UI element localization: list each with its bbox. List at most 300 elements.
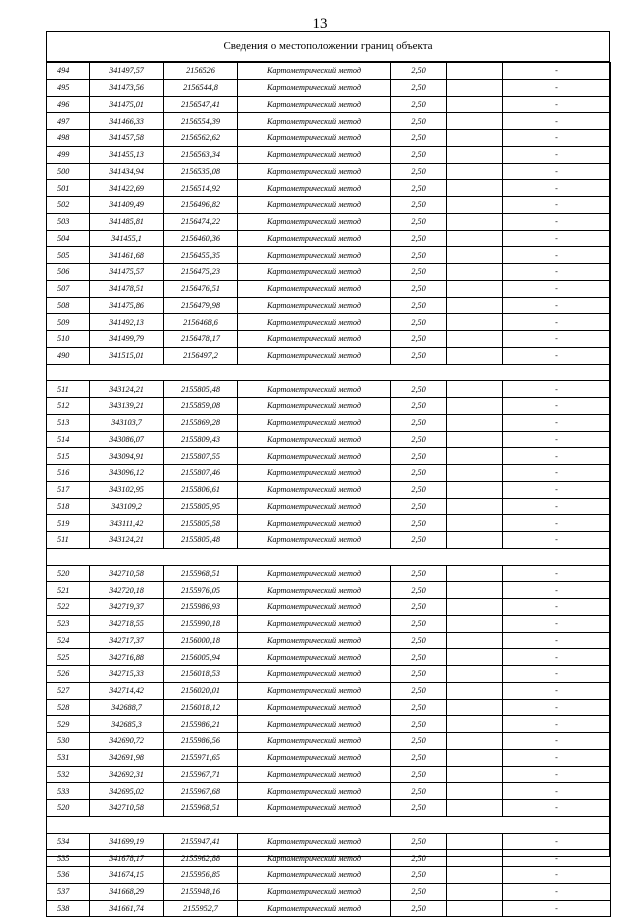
description-cell [447, 431, 503, 448]
precision-cell: 2,50 [391, 766, 447, 783]
point-number-cell: 497 [47, 113, 90, 130]
method-cell: Картометрический метод [238, 213, 391, 230]
point-number-cell: 519 [47, 515, 90, 532]
x-coordinate-cell: 342710,58 [90, 565, 164, 582]
placeholder-dash-cell: - [503, 431, 611, 448]
description-cell [447, 850, 503, 867]
y-coordinate-cell: 2156562,62 [164, 130, 238, 147]
group-separator-cell [47, 548, 611, 565]
x-coordinate-cell: 342716,88 [90, 649, 164, 666]
table-row [47, 498, 611, 515]
x-coordinate-cell: 341497,57 [90, 63, 164, 80]
table-row [47, 280, 611, 297]
point-number-cell: 531 [47, 749, 90, 766]
point-number-cell: 508 [47, 297, 90, 314]
precision-cell: 2,50 [391, 213, 447, 230]
precision-cell: 2,50 [391, 699, 447, 716]
y-coordinate-cell: 2155806,61 [164, 481, 238, 498]
placeholder-dash-cell: - [503, 180, 611, 197]
placeholder-dash-cell: - [503, 113, 611, 130]
precision-cell: 2,50 [391, 582, 447, 599]
y-coordinate-cell: 2156020,01 [164, 682, 238, 699]
y-coordinate-cell: 2156455,35 [164, 247, 238, 264]
group-separator-row [47, 816, 611, 833]
group-separator-row [47, 364, 611, 381]
description-cell [447, 381, 503, 398]
method-cell: Картометрический метод [238, 515, 391, 532]
y-coordinate-cell: 2156468,6 [164, 314, 238, 331]
point-number-cell: 516 [47, 465, 90, 482]
x-coordinate-cell: 342710,58 [90, 800, 164, 817]
x-coordinate-cell: 341455,13 [90, 146, 164, 163]
description-cell [447, 130, 503, 147]
description-cell [447, 699, 503, 716]
placeholder-dash-cell: - [503, 79, 611, 96]
precision-cell: 2,50 [391, 800, 447, 817]
method-cell: Картометрический метод [238, 79, 391, 96]
description-cell [447, 565, 503, 582]
point-number-cell: 522 [47, 599, 90, 616]
placeholder-dash-cell: - [503, 666, 611, 683]
method-cell: Картометрический метод [238, 565, 391, 582]
precision-cell: 2,50 [391, 867, 447, 884]
description-cell [447, 582, 503, 599]
description-cell [447, 297, 503, 314]
precision-cell: 2,50 [391, 515, 447, 532]
x-coordinate-cell: 341661,74 [90, 900, 164, 917]
x-coordinate-cell: 343109,2 [90, 498, 164, 515]
method-cell: Картометрический метод [238, 63, 391, 80]
placeholder-dash-cell: - [503, 314, 611, 331]
point-number-cell: 524 [47, 632, 90, 649]
table-row [47, 649, 611, 666]
method-cell: Картометрический метод [238, 783, 391, 800]
y-coordinate-cell: 2155968,51 [164, 800, 238, 817]
table-row [47, 398, 611, 415]
placeholder-dash-cell: - [503, 682, 611, 699]
y-coordinate-cell: 2155986,21 [164, 716, 238, 733]
description-cell [447, 448, 503, 465]
precision-cell: 2,50 [391, 63, 447, 80]
method-cell: Картометрический метод [238, 833, 391, 850]
group-separator-cell [47, 816, 611, 833]
table-row [47, 615, 611, 632]
method-cell: Картометрический метод [238, 247, 391, 264]
point-number-cell: 509 [47, 314, 90, 331]
precision-cell: 2,50 [391, 716, 447, 733]
table-row [47, 883, 611, 900]
y-coordinate-cell: 2155971,65 [164, 749, 238, 766]
method-cell: Картометрический метод [238, 582, 391, 599]
x-coordinate-cell: 341485,81 [90, 213, 164, 230]
table-row [47, 833, 611, 850]
placeholder-dash-cell: - [503, 347, 611, 364]
description-cell [447, 766, 503, 783]
precision-cell: 2,50 [391, 398, 447, 415]
description-cell [447, 163, 503, 180]
precision-cell: 2,50 [391, 599, 447, 616]
precision-cell: 2,50 [391, 146, 447, 163]
table-row [47, 331, 611, 348]
placeholder-dash-cell: - [503, 699, 611, 716]
y-coordinate-cell: 2155805,95 [164, 498, 238, 515]
precision-cell: 2,50 [391, 314, 447, 331]
description-cell [447, 666, 503, 683]
placeholder-dash-cell: - [503, 498, 611, 515]
x-coordinate-cell: 341434,94 [90, 163, 164, 180]
point-number-cell: 537 [47, 883, 90, 900]
y-coordinate-cell: 2156496,82 [164, 197, 238, 214]
placeholder-dash-cell: - [503, 331, 611, 348]
table-row [47, 130, 611, 147]
y-coordinate-cell: 2156478,17 [164, 331, 238, 348]
point-number-cell: 496 [47, 96, 90, 113]
point-number-cell: 510 [47, 331, 90, 348]
x-coordinate-cell: 341475,86 [90, 297, 164, 314]
y-coordinate-cell: 2155986,56 [164, 733, 238, 750]
placeholder-dash-cell: - [503, 615, 611, 632]
table-row [47, 599, 611, 616]
x-coordinate-cell: 341409,49 [90, 197, 164, 214]
precision-cell: 2,50 [391, 247, 447, 264]
method-cell: Картометрический метод [238, 130, 391, 147]
point-number-cell: 515 [47, 448, 90, 465]
x-coordinate-cell: 342719,37 [90, 599, 164, 616]
table-row [47, 565, 611, 582]
precision-cell: 2,50 [391, 498, 447, 515]
x-coordinate-cell: 341492,13 [90, 314, 164, 331]
placeholder-dash-cell: - [503, 749, 611, 766]
point-number-cell: 502 [47, 197, 90, 214]
y-coordinate-cell: 2156563,34 [164, 146, 238, 163]
point-number-cell: 529 [47, 716, 90, 733]
method-cell: Картометрический метод [238, 280, 391, 297]
point-number-cell: 512 [47, 398, 90, 415]
method-cell: Картометрический метод [238, 230, 391, 247]
description-cell [447, 599, 503, 616]
x-coordinate-cell: 343086,07 [90, 431, 164, 448]
x-coordinate-cell: 341515,01 [90, 347, 164, 364]
x-coordinate-cell: 341499,79 [90, 331, 164, 348]
y-coordinate-cell: 2156000,18 [164, 632, 238, 649]
table-row [47, 850, 611, 867]
placeholder-dash-cell: - [503, 247, 611, 264]
y-coordinate-cell: 2155976,05 [164, 582, 238, 599]
placeholder-dash-cell: - [503, 515, 611, 532]
y-coordinate-cell: 2156475,23 [164, 264, 238, 281]
table-row [47, 783, 611, 800]
x-coordinate-cell: 341457,58 [90, 130, 164, 147]
table-row [47, 800, 611, 817]
method-cell: Картометрический метод [238, 666, 391, 683]
precision-cell: 2,50 [391, 163, 447, 180]
description-cell [447, 498, 503, 515]
y-coordinate-cell: 2155805,48 [164, 532, 238, 549]
method-cell: Картометрический метод [238, 163, 391, 180]
point-number-cell: 513 [47, 414, 90, 431]
method-cell: Картометрический метод [238, 716, 391, 733]
method-cell: Картометрический метод [238, 883, 391, 900]
placeholder-dash-cell: - [503, 481, 611, 498]
x-coordinate-cell: 341461,68 [90, 247, 164, 264]
table-row [47, 465, 611, 482]
precision-cell: 2,50 [391, 331, 447, 348]
table-title: Сведения о местоположении границ объекта [46, 31, 610, 62]
method-cell: Картометрический метод [238, 398, 391, 415]
x-coordinate-cell: 341466,33 [90, 113, 164, 130]
x-coordinate-cell: 343096,12 [90, 465, 164, 482]
point-number-cell: 500 [47, 163, 90, 180]
y-coordinate-cell: 2156514,92 [164, 180, 238, 197]
page-number: 13 [312, 16, 328, 32]
precision-cell: 2,50 [391, 79, 447, 96]
precision-cell: 2,50 [391, 615, 447, 632]
method-cell: Картометрический метод [238, 347, 391, 364]
point-number-cell: 525 [47, 649, 90, 666]
method-cell: Картометрический метод [238, 699, 391, 716]
point-number-cell: 523 [47, 615, 90, 632]
description-cell [447, 833, 503, 850]
placeholder-dash-cell: - [503, 649, 611, 666]
precision-cell: 2,50 [391, 448, 447, 465]
precision-cell: 2,50 [391, 850, 447, 867]
precision-cell: 2,50 [391, 883, 447, 900]
placeholder-dash-cell: - [503, 465, 611, 482]
description-cell [447, 783, 503, 800]
point-number-cell: 495 [47, 79, 90, 96]
point-number-cell: 498 [47, 130, 90, 147]
x-coordinate-cell: 341699,19 [90, 833, 164, 850]
description-cell [447, 197, 503, 214]
x-coordinate-cell: 342688,7 [90, 699, 164, 716]
placeholder-dash-cell: - [503, 716, 611, 733]
y-coordinate-cell: 2156479,98 [164, 297, 238, 314]
x-coordinate-cell: 342718,55 [90, 615, 164, 632]
precision-cell: 2,50 [391, 130, 447, 147]
table-row [47, 481, 611, 498]
y-coordinate-cell: 2155962,88 [164, 850, 238, 867]
placeholder-dash-cell: - [503, 582, 611, 599]
precision-cell: 2,50 [391, 783, 447, 800]
placeholder-dash-cell: - [503, 599, 611, 616]
y-coordinate-cell: 2155948,16 [164, 883, 238, 900]
precision-cell: 2,50 [391, 431, 447, 448]
x-coordinate-cell: 341475,01 [90, 96, 164, 113]
method-cell: Картометрический метод [238, 146, 391, 163]
method-cell: Картометрический метод [238, 867, 391, 884]
precision-cell: 2,50 [391, 666, 447, 683]
placeholder-dash-cell: - [503, 532, 611, 549]
method-cell: Картометрический метод [238, 498, 391, 515]
precision-cell: 2,50 [391, 465, 447, 482]
description-cell [447, 63, 503, 80]
method-cell: Картометрический метод [238, 180, 391, 197]
table-row [47, 347, 611, 364]
precision-cell: 2,50 [391, 280, 447, 297]
table-row [47, 297, 611, 314]
x-coordinate-cell: 342720,18 [90, 582, 164, 599]
precision-cell: 2,50 [391, 649, 447, 666]
method-cell: Картометрический метод [238, 733, 391, 750]
precision-cell: 2,50 [391, 900, 447, 917]
description-cell [447, 331, 503, 348]
point-number-cell: 526 [47, 666, 90, 683]
point-number-cell: 490 [47, 347, 90, 364]
description-cell [447, 615, 503, 632]
point-number-cell: 503 [47, 213, 90, 230]
description-cell [447, 515, 503, 532]
table-row [47, 431, 611, 448]
placeholder-dash-cell: - [503, 833, 611, 850]
point-number-cell: 506 [47, 264, 90, 281]
table-row [47, 682, 611, 699]
description-cell [447, 867, 503, 884]
description-cell [447, 213, 503, 230]
method-cell: Картометрический метод [238, 465, 391, 482]
placeholder-dash-cell: - [503, 213, 611, 230]
description-cell [447, 649, 503, 666]
y-coordinate-cell: 2155967,71 [164, 766, 238, 783]
placeholder-dash-cell: - [503, 146, 611, 163]
table-row [47, 532, 611, 549]
y-coordinate-cell: 2155859,08 [164, 398, 238, 415]
y-coordinate-cell: 2155968,51 [164, 565, 238, 582]
method-cell: Картометрический метод [238, 414, 391, 431]
x-coordinate-cell: 342717,37 [90, 632, 164, 649]
point-number-cell: 532 [47, 766, 90, 783]
table-row [47, 264, 611, 281]
x-coordinate-cell: 342715,33 [90, 666, 164, 683]
point-number-cell: 530 [47, 733, 90, 750]
point-number-cell: 528 [47, 699, 90, 716]
y-coordinate-cell: 2155947,41 [164, 833, 238, 850]
precision-cell: 2,50 [391, 180, 447, 197]
x-coordinate-cell: 341668,29 [90, 883, 164, 900]
description-cell [447, 481, 503, 498]
y-coordinate-cell: 2155805,58 [164, 515, 238, 532]
point-number-cell: 538 [47, 900, 90, 917]
method-cell: Картометрический метод [238, 800, 391, 817]
description-cell [447, 347, 503, 364]
x-coordinate-cell: 341674,15 [90, 867, 164, 884]
table-row [47, 96, 611, 113]
placeholder-dash-cell: - [503, 783, 611, 800]
x-coordinate-cell: 341475,57 [90, 264, 164, 281]
placeholder-dash-cell: - [503, 448, 611, 465]
method-cell: Картометрический метод [238, 297, 391, 314]
point-number-cell: 504 [47, 230, 90, 247]
placeholder-dash-cell: - [503, 264, 611, 281]
point-number-cell: 534 [47, 833, 90, 850]
point-number-cell: 514 [47, 431, 90, 448]
method-cell: Картометрический метод [238, 900, 391, 917]
description-cell [447, 800, 503, 817]
description-cell [447, 532, 503, 549]
x-coordinate-cell: 343111,42 [90, 515, 164, 532]
placeholder-dash-cell: - [503, 733, 611, 750]
point-number-cell: 517 [47, 481, 90, 498]
x-coordinate-cell: 342692,31 [90, 766, 164, 783]
placeholder-dash-cell: - [503, 850, 611, 867]
precision-cell: 2,50 [391, 682, 447, 699]
x-coordinate-cell: 343103,7 [90, 414, 164, 431]
placeholder-dash-cell: - [503, 632, 611, 649]
method-cell: Картометрический метод [238, 197, 391, 214]
y-coordinate-cell: 2156526 [164, 63, 238, 80]
table-row [47, 113, 611, 130]
x-coordinate-cell: 342685,3 [90, 716, 164, 733]
x-coordinate-cell: 342690,72 [90, 733, 164, 750]
description-cell [447, 716, 503, 733]
table-row [47, 515, 611, 532]
y-coordinate-cell: 2155952,7 [164, 900, 238, 917]
x-coordinate-cell: 341478,51 [90, 280, 164, 297]
table-row [47, 381, 611, 398]
table-row [47, 213, 611, 230]
x-coordinate-cell: 343124,21 [90, 532, 164, 549]
table-row [47, 163, 611, 180]
x-coordinate-cell: 343124,21 [90, 381, 164, 398]
x-coordinate-cell: 342695,02 [90, 783, 164, 800]
point-number-cell: 511 [47, 532, 90, 549]
point-number-cell: 520 [47, 800, 90, 817]
description-cell [447, 883, 503, 900]
method-cell: Картометрический метод [238, 481, 391, 498]
table-row [47, 247, 611, 264]
table-row [47, 749, 611, 766]
description-cell [447, 79, 503, 96]
y-coordinate-cell: 2155805,48 [164, 381, 238, 398]
table-row [47, 867, 611, 884]
x-coordinate-cell: 341422,69 [90, 180, 164, 197]
placeholder-dash-cell: - [503, 280, 611, 297]
description-cell [447, 398, 503, 415]
point-number-cell: 501 [47, 180, 90, 197]
table-row [47, 146, 611, 163]
table-row [47, 632, 611, 649]
method-cell: Картометрический метод [238, 749, 391, 766]
table-row [47, 666, 611, 683]
x-coordinate-cell: 341678,17 [90, 850, 164, 867]
group-separator-cell [47, 364, 611, 381]
method-cell: Картометрический метод [238, 96, 391, 113]
method-cell: Картометрический метод [238, 113, 391, 130]
method-cell: Картометрический метод [238, 632, 391, 649]
method-cell: Картометрический метод [238, 264, 391, 281]
table-row [47, 716, 611, 733]
precision-cell: 2,50 [391, 481, 447, 498]
description-cell [447, 733, 503, 750]
placeholder-dash-cell: - [503, 163, 611, 180]
method-cell: Картометрический метод [238, 331, 391, 348]
description-cell [447, 180, 503, 197]
placeholder-dash-cell: - [503, 130, 611, 147]
point-number-cell: 505 [47, 247, 90, 264]
table-row [47, 63, 611, 80]
description-cell [447, 314, 503, 331]
precision-cell: 2,50 [391, 197, 447, 214]
placeholder-dash-cell: - [503, 230, 611, 247]
description-cell [447, 230, 503, 247]
placeholder-dash-cell: - [503, 96, 611, 113]
y-coordinate-cell: 2156018,53 [164, 666, 238, 683]
method-cell: Картометрический метод [238, 381, 391, 398]
precision-cell: 2,50 [391, 264, 447, 281]
precision-cell: 2,50 [391, 833, 447, 850]
placeholder-dash-cell: - [503, 398, 611, 415]
method-cell: Картометрический метод [238, 532, 391, 549]
y-coordinate-cell: 2156547,41 [164, 96, 238, 113]
